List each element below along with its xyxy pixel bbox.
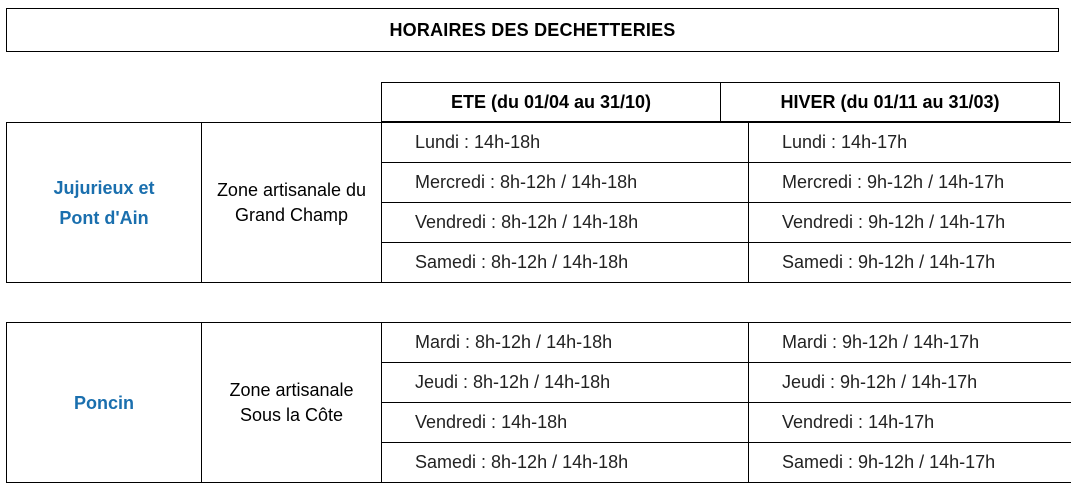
summer-schedule-cell: Mardi : 8h-12h / 14h-18h: [382, 323, 749, 363]
winter-schedule-cell: Vendredi : 9h-12h / 14h-17h: [749, 203, 1071, 243]
town-name: [7, 323, 202, 483]
town-name-line: Poncin: [73, 392, 134, 413]
winter-schedule-cell: Jeudi : 9h-12h / 14h-17h: [749, 363, 1071, 403]
zone-name-line: Zone artisanale: [229, 379, 354, 400]
summer-schedule-cell: Samedi : 8h-12h / 14h-18h: [382, 443, 749, 483]
site-table-poncin: [6, 322, 1071, 483]
zone-name: [202, 323, 382, 483]
winter-schedule-cell: Samedi : 9h-12h / 14h-17h: [749, 443, 1071, 483]
winter-schedule-cell: Vendredi : 14h-17h: [749, 403, 1071, 443]
winter-schedule-cell: Mercredi : 9h-12h / 14h-17h: [749, 163, 1071, 203]
winter-schedule-cell: Samedi : 9h-12h / 14h-17h: [749, 243, 1071, 283]
town-name-line: Jujurieux et: [53, 177, 155, 198]
summer-season-header: ETE (du 01/04 au 31/10): [450, 91, 652, 112]
summer-schedule-cell: Samedi : 8h-12h / 14h-18h: [382, 243, 749, 283]
summer-schedule-cell: Lundi : 14h-18h: [382, 123, 749, 163]
table-row: [7, 123, 1071, 163]
summer-schedule-cell: Vendredi : 8h-12h / 14h-18h: [382, 203, 749, 243]
zone-name-line: Sous la Côte: [239, 404, 344, 425]
town-name: [7, 123, 202, 283]
site-table-jujurieux: [6, 122, 1071, 283]
zone-name-line: Zone artisanale du: [216, 179, 367, 200]
season-header: [381, 82, 1060, 122]
zone-name-line: Grand Champ: [234, 204, 349, 225]
winter-schedule-cell: Lundi : 14h-17h: [749, 123, 1071, 163]
summer-schedule-cell: Vendredi : 14h-18h: [382, 403, 749, 443]
town-name-line: Pont d'Ain: [59, 207, 149, 228]
zone-name: [202, 123, 382, 283]
summer-schedule-cell: Jeudi : 8h-12h / 14h-18h: [382, 363, 749, 403]
page-title: HORAIRES DES DECHETTERIES: [6, 8, 1059, 52]
winter-schedule-cell: Mardi : 9h-12h / 14h-17h: [749, 323, 1071, 363]
summer-schedule-cell: Mercredi : 8h-12h / 14h-18h: [382, 163, 749, 203]
winter-season-header: HIVER (du 01/11 au 31/03): [720, 83, 1059, 121]
table-row: [7, 323, 1071, 363]
